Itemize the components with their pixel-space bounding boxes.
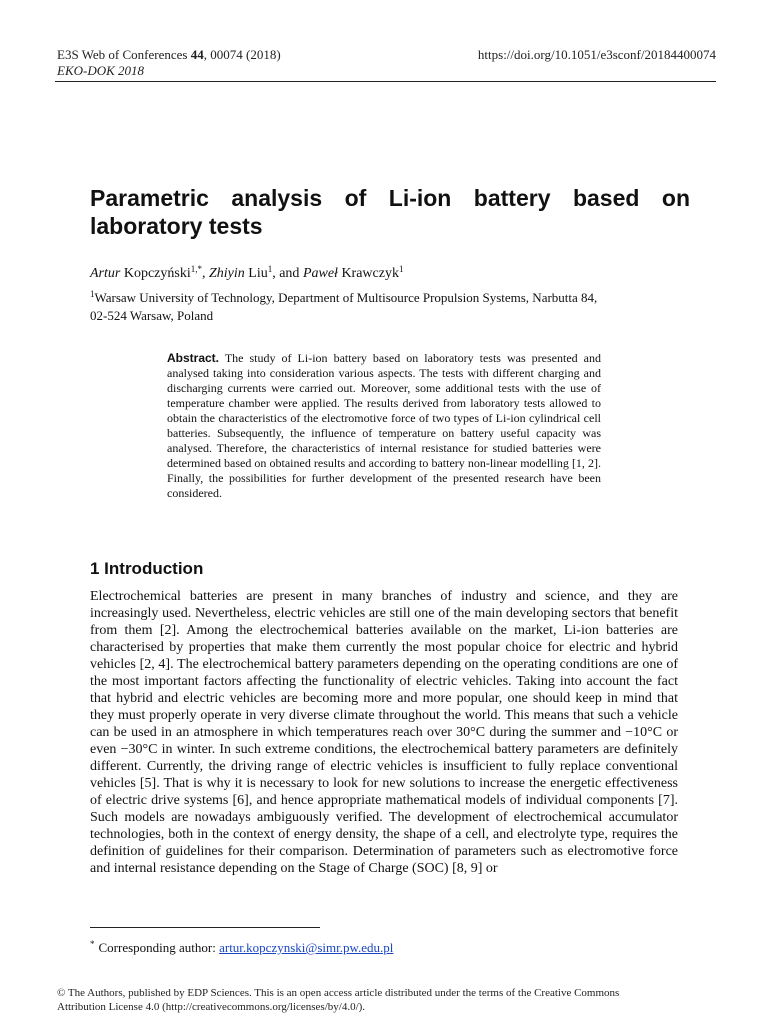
author-first-name: Zhiyin <box>208 266 245 281</box>
introduction-body: Electrochemical batteries are present in many branches of industry and science, and they are increasingly used. Nevertheless, electric vehicles are still one of the main developing sectors that benefit from them [2]. Among the electrochemical batteries available on the market, Li-ion batteries are characterised by properties that make them currently the most popular choice for electric and hybrid vehicles [2, 4]. The electrochemical battery parameters depending on the operating conditions are one of the most important factors affecting the functionality of electric vehicles. Taking into account the fact that hybrid and electric vehicles are becoming more and more popular, one should keep in mind that they must properly operate in very diverse climate throughout the world. This means that such a vehicle can be used in an atmosphere in which temperatures reach over 30°C during the summer and −10°C or even −30°C in winter. In such extreme conditions, the electrochemical battery parameters are definitely different. Currently, the driving range of electric vehicles is insufficient to fully replace conventional vehicles [5]. That is why it is necessary to look for new solutions to increase the energetic effectiveness of electric drive systems [6], and hence appropriate mathematical models of individual components [7]. Such models are nowadays ambiguously verified. The development of electrochemical accumulator technologies, both in the context of energy density, the shape of a cell, and electrolyte type, requires the definition of guidelines for their comparison. Determination of parameters such as electromotive force and internal resistance depending on the Stage of Charge (SOC) [8, 9] or <box>90 589 678 876</box>
author-last-name: Kopczyński <box>120 266 191 281</box>
author-affiliation-mark: 1 <box>398 264 404 274</box>
doi-link[interactable]: https://doi.org/10.1051/e3sconf/20184400074 <box>477 47 716 62</box>
affiliation: $^1$Warsaw University of Technology, Department of Multisource Propulsion Systems, Narbutta 84, 02-524 Warsaw, Poland <box>90 289 598 323</box>
paper-title: Parametric analysis of Li-ion battery based on laboratory tests <box>90 185 690 239</box>
section-heading-introduction: 1 Introduction <box>90 559 204 578</box>
abstract-label: Abstract. <box>167 351 220 365</box>
footnote: * Corresponding author: artur.kopczynski@simr.pw.edu.pl <box>90 939 394 955</box>
corresponding-email-link[interactable]: artur.kopczynski@simr.pw.edu.pl <box>219 940 394 955</box>
author-first-name: Artur <box>90 266 121 281</box>
abstract-text: The study of Li-ion battery based on laboratory tests was presented and analysed taking into consideration various aspects. The tests with different charging and discharging currents were carried out. Moreover, some additional tests with the use of temperature chamber were applied. The results derived from laboratory tests allowed to obtain the characteristics of the electromotive force of two types of Li-ion cylindrical cell batteries. Subsequently, the influence of temperature on battery useful capacity was analysed. Therefore, the characteristics of internal resistance for studied batteries were determined based on obtained results and according to battery non-linear modelling [1, 2]. Finally, the possibilities for further development of the presented research have been considered. <box>167 351 601 500</box>
author-last-name: Krawczyk <box>337 266 399 281</box>
journal-header <box>57 47 281 79</box>
author-list: Artur Kopczyński$^{1,*}$, Zhiyin Liu$^1$, and Paweł Krawczyk$^1$ <box>90 264 404 281</box>
volume-number: 44 <box>190 47 204 62</box>
author-affiliation-mark: 1 <box>267 264 273 274</box>
conference-citation: E3S Web of Conferences 44, 00074 (2018) <box>57 47 281 62</box>
author-first-name: Paweł <box>302 266 338 281</box>
conference-edition: EKO-DOK 2018 <box>57 63 145 78</box>
license-notice: © The Authors, published by EDP Sciences. This is an open access article distributed under the terms of the Creative Commons Attribution License 4.0 (http://creativecommons.org/licenses/by/4.0/). <box>57 987 620 1013</box>
header-divider <box>55 81 716 82</box>
abstract <box>167 351 601 501</box>
author-affiliation-mark: 1,* <box>190 264 202 274</box>
footnote-marker: * <box>90 939 95 949</box>
author-last-name: Liu <box>244 266 268 281</box>
footnote-divider <box>90 927 320 928</box>
